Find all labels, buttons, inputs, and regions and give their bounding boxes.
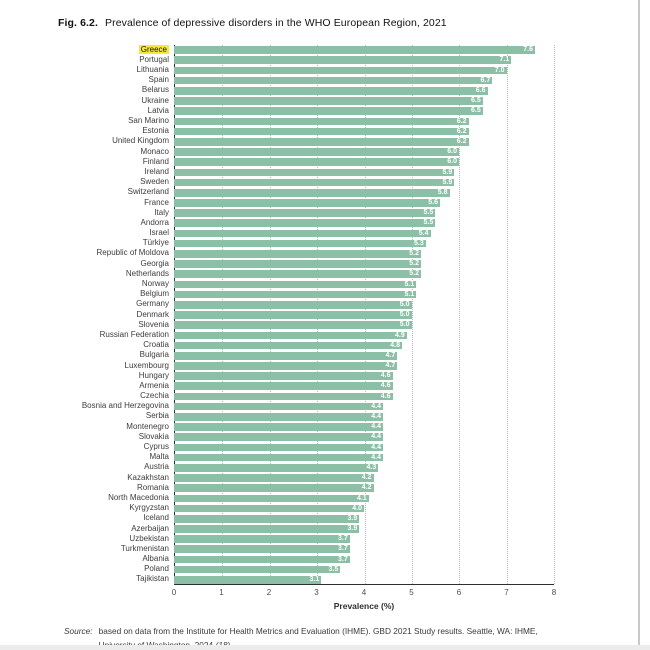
value-label: 6.2 bbox=[456, 117, 467, 125]
bar bbox=[174, 158, 459, 166]
category-label: Spain bbox=[148, 75, 169, 85]
bar bbox=[174, 189, 450, 197]
chart-row bbox=[62, 188, 554, 198]
category-label: Denmark bbox=[136, 309, 169, 319]
x-tick-label: 1 bbox=[219, 588, 224, 597]
bar-area bbox=[174, 310, 554, 320]
bar bbox=[174, 464, 378, 472]
category-label: Montenegro bbox=[126, 421, 169, 431]
bar bbox=[174, 556, 350, 564]
chart-row bbox=[62, 544, 554, 554]
value-label: 4.4 bbox=[371, 443, 381, 451]
chart-row bbox=[62, 157, 554, 167]
bar-area bbox=[174, 432, 554, 442]
chart-row bbox=[62, 290, 554, 300]
bar-area bbox=[174, 167, 554, 177]
chart-row bbox=[62, 167, 554, 177]
bar-area bbox=[174, 228, 554, 238]
bar bbox=[174, 46, 535, 54]
bar-area bbox=[174, 127, 554, 137]
chart-row bbox=[62, 361, 554, 371]
bar bbox=[174, 403, 383, 411]
value-label: 3.9 bbox=[347, 514, 358, 522]
bar-area bbox=[174, 565, 554, 575]
value-label: 4.0 bbox=[352, 504, 362, 512]
chart-row bbox=[62, 503, 554, 513]
chart-row bbox=[62, 208, 554, 218]
category-label: Albania bbox=[142, 554, 169, 564]
bar-area bbox=[174, 493, 554, 503]
gridline bbox=[554, 45, 555, 584]
value-label: 5.2 bbox=[409, 260, 419, 268]
category-label: Monaco bbox=[140, 146, 169, 156]
bar-area bbox=[174, 300, 554, 310]
category-label: Georgia bbox=[140, 258, 169, 268]
chart-row bbox=[62, 239, 554, 249]
bar-area bbox=[174, 575, 554, 585]
value-label: 5.8 bbox=[437, 188, 448, 196]
chart-row bbox=[62, 228, 554, 238]
bar bbox=[174, 342, 402, 350]
bar-area bbox=[174, 402, 554, 412]
bar-area bbox=[174, 45, 554, 55]
value-label: 5.4 bbox=[418, 229, 429, 237]
chart-row bbox=[62, 402, 554, 412]
bar-area bbox=[174, 65, 554, 75]
value-label: 6.5 bbox=[471, 97, 481, 105]
x-tick-label: 0 bbox=[171, 588, 177, 597]
category-label: Tajikistan bbox=[136, 574, 169, 584]
category-label: Serbia bbox=[145, 411, 169, 421]
bar-area bbox=[174, 279, 554, 289]
bar-area bbox=[174, 259, 554, 269]
value-label: 6.7 bbox=[480, 76, 491, 84]
value-label: 5.2 bbox=[409, 250, 419, 258]
x-tick-label: 6 bbox=[456, 588, 462, 597]
bar bbox=[174, 148, 459, 156]
chart-row bbox=[62, 249, 554, 259]
chart-row bbox=[62, 147, 554, 157]
x-tick-label: 2 bbox=[266, 588, 272, 597]
value-label: 5.0 bbox=[399, 300, 410, 308]
value-label: 4.6 bbox=[380, 392, 391, 400]
bar bbox=[174, 291, 416, 299]
chart-row bbox=[62, 259, 554, 269]
bar-area bbox=[174, 544, 554, 554]
value-label: 3.1 bbox=[309, 576, 320, 584]
bar-area bbox=[174, 55, 554, 65]
chart-row bbox=[62, 442, 554, 452]
bar bbox=[174, 454, 383, 462]
value-label: 3.7 bbox=[338, 535, 348, 543]
bar bbox=[174, 240, 426, 248]
bar-area bbox=[174, 96, 554, 106]
page-bottom-strip bbox=[0, 645, 650, 650]
value-label: 3.5 bbox=[328, 565, 339, 573]
bar-area bbox=[174, 534, 554, 544]
bar bbox=[174, 423, 383, 431]
category-label: Andorra bbox=[140, 217, 169, 227]
value-label: 4.4 bbox=[371, 433, 381, 441]
category-label: Türkiye bbox=[142, 238, 169, 248]
value-label: 4.4 bbox=[371, 453, 381, 461]
bar-area bbox=[174, 249, 554, 259]
value-label: 5.0 bbox=[399, 321, 410, 329]
value-label: 3.9 bbox=[347, 525, 358, 533]
bar-area bbox=[174, 320, 554, 330]
bar bbox=[174, 535, 350, 543]
chart-row bbox=[62, 371, 554, 381]
value-label: 3.7 bbox=[338, 545, 348, 553]
chart-row bbox=[62, 381, 554, 391]
value-label: 4.6 bbox=[380, 382, 391, 390]
value-label: 6.0 bbox=[447, 148, 457, 156]
chart-row bbox=[62, 198, 554, 208]
x-tick-label: 3 bbox=[314, 588, 319, 597]
bar-area bbox=[174, 106, 554, 116]
bar-area bbox=[174, 503, 554, 513]
bar bbox=[174, 230, 431, 238]
x-axis-label: Prevalence (%) bbox=[333, 601, 395, 611]
figure-number: Fig. 6.2. bbox=[58, 17, 98, 29]
chart-row bbox=[62, 565, 554, 575]
bar bbox=[174, 413, 383, 421]
bar bbox=[174, 311, 412, 319]
source-label: Source: bbox=[64, 626, 93, 636]
value-label: 7.0 bbox=[494, 66, 505, 74]
value-label: 7.1 bbox=[499, 56, 510, 64]
category-label: Armenia bbox=[139, 380, 169, 390]
chart-row bbox=[62, 473, 554, 483]
chart-row bbox=[62, 453, 554, 463]
category-label: Luxembourg bbox=[124, 360, 169, 370]
bar-area bbox=[174, 412, 554, 422]
value-label: 5.6 bbox=[428, 199, 438, 207]
bar bbox=[174, 362, 397, 370]
category-label: Belarus bbox=[141, 85, 169, 95]
category-label: Kazakhstan bbox=[127, 472, 169, 482]
category-label: Lithuania bbox=[136, 65, 169, 75]
figure-title-text: Prevalence of depressive disorders in the WHO European Region, 2021 bbox=[105, 17, 447, 29]
bar-area bbox=[174, 442, 554, 452]
chart-row bbox=[62, 463, 554, 473]
value-label: 4.2 bbox=[361, 474, 372, 482]
value-label: 4.4 bbox=[371, 423, 381, 431]
value-label: 7.6 bbox=[523, 46, 533, 54]
category-label: Bosnia and Herzegovina bbox=[81, 401, 169, 411]
chart-row bbox=[62, 340, 554, 350]
bar bbox=[174, 56, 511, 64]
chart-row bbox=[62, 269, 554, 279]
bar bbox=[174, 301, 412, 309]
chart-row bbox=[62, 76, 554, 86]
category-label: Kyrgyzstan bbox=[129, 503, 169, 513]
bar-area bbox=[174, 422, 554, 432]
value-label: 4.7 bbox=[385, 351, 396, 359]
bar-area bbox=[174, 361, 554, 371]
bar bbox=[174, 382, 393, 390]
category-label: Ukraine bbox=[141, 95, 169, 105]
category-label: Italy bbox=[154, 207, 169, 217]
category-label: Turkmenistan bbox=[120, 543, 169, 553]
bar bbox=[174, 433, 383, 441]
bar-area bbox=[174, 391, 554, 401]
bar bbox=[174, 138, 469, 146]
x-tick-label: 8 bbox=[551, 588, 557, 597]
category-label: Czechia bbox=[140, 391, 169, 401]
bar-area bbox=[174, 188, 554, 198]
category-label: United Kingdom bbox=[112, 136, 169, 146]
value-label: 4.4 bbox=[371, 413, 381, 421]
bar bbox=[174, 332, 407, 340]
x-tick-label: 4 bbox=[361, 588, 367, 597]
page-edge-line bbox=[638, 0, 640, 650]
bar bbox=[174, 67, 507, 75]
chart-row bbox=[62, 310, 554, 320]
bar-area bbox=[174, 483, 554, 493]
value-label: 6.6 bbox=[475, 87, 486, 95]
bar bbox=[174, 372, 393, 380]
category-label: Estonia bbox=[142, 126, 169, 136]
bar-area bbox=[174, 239, 554, 249]
bar-area bbox=[174, 463, 554, 473]
bar bbox=[174, 179, 454, 187]
category-label: Malta bbox=[149, 452, 169, 462]
bar-area bbox=[174, 116, 554, 126]
value-label: 4.1 bbox=[357, 494, 367, 502]
category-label: Cyprus bbox=[143, 442, 169, 451]
value-label: 5.5 bbox=[423, 209, 434, 217]
category-label: Slovenia bbox=[138, 319, 169, 329]
bar bbox=[174, 281, 416, 289]
category-label: Romania bbox=[136, 482, 169, 492]
bar bbox=[174, 352, 397, 360]
bar-area bbox=[174, 473, 554, 483]
category-label: Slovakia bbox=[138, 431, 169, 441]
category-label: North Macedonia bbox=[108, 492, 169, 502]
chart-row bbox=[62, 96, 554, 106]
value-label: 5.1 bbox=[404, 280, 415, 288]
value-label: 5.9 bbox=[442, 178, 453, 186]
value-label: 4.7 bbox=[385, 362, 396, 370]
category-label: Republic of Moldova bbox=[96, 248, 169, 258]
category-label: Bulgaria bbox=[139, 350, 169, 360]
bar bbox=[174, 484, 374, 492]
bar-area bbox=[174, 198, 554, 208]
bar bbox=[174, 505, 364, 513]
bar-area bbox=[174, 330, 554, 340]
category-label: Russian Federation bbox=[99, 329, 169, 339]
category-label: Portugal bbox=[139, 54, 169, 64]
bar-area bbox=[174, 351, 554, 361]
category-label: Greece bbox=[140, 44, 167, 54]
bar bbox=[174, 97, 483, 105]
bar-area bbox=[174, 290, 554, 300]
bar-area bbox=[174, 177, 554, 187]
chart-row bbox=[62, 483, 554, 493]
category-label: Ireland bbox=[144, 166, 169, 176]
bar-area bbox=[174, 554, 554, 564]
chart-row bbox=[62, 524, 554, 534]
chart-row bbox=[62, 86, 554, 96]
x-tick-label: 5 bbox=[409, 588, 414, 597]
chart-row bbox=[62, 65, 554, 75]
chart-row bbox=[62, 127, 554, 137]
value-label: 6.5 bbox=[471, 107, 481, 115]
bar-area bbox=[174, 137, 554, 147]
bar bbox=[174, 576, 321, 584]
chart-row bbox=[62, 534, 554, 544]
bar bbox=[174, 393, 393, 401]
category-label: Netherlands bbox=[125, 268, 169, 278]
value-label: 4.9 bbox=[395, 331, 405, 339]
chart-row bbox=[62, 391, 554, 401]
category-label: Latvia bbox=[147, 105, 169, 115]
value-label: 5.0 bbox=[399, 311, 410, 319]
bar bbox=[174, 128, 469, 136]
category-label: Norway bbox=[141, 279, 169, 288]
chart-row bbox=[62, 177, 554, 187]
bar-area bbox=[174, 524, 554, 534]
chart-row bbox=[62, 320, 554, 330]
bar bbox=[174, 474, 374, 482]
bar-area bbox=[174, 269, 554, 279]
bar bbox=[174, 219, 435, 227]
value-label: 4.4 bbox=[371, 402, 381, 410]
chart-row bbox=[62, 554, 554, 564]
bar bbox=[174, 209, 435, 217]
x-tick-label: 7 bbox=[504, 588, 509, 597]
bar bbox=[174, 250, 421, 258]
chart-row bbox=[62, 106, 554, 116]
value-label: 5.2 bbox=[409, 270, 419, 278]
bar bbox=[174, 260, 421, 268]
bar-area bbox=[174, 340, 554, 350]
chart-row bbox=[62, 514, 554, 524]
chart-row bbox=[62, 493, 554, 503]
bar-rows bbox=[62, 45, 554, 585]
category-label: Sweden bbox=[140, 177, 169, 187]
category-label: France bbox=[144, 197, 169, 207]
chart-row bbox=[62, 116, 554, 126]
bar bbox=[174, 321, 412, 329]
category-label: Germany bbox=[136, 299, 169, 309]
category-label: Israel bbox=[149, 228, 169, 238]
bar bbox=[174, 107, 483, 115]
chart-row bbox=[62, 279, 554, 289]
bar-area bbox=[174, 381, 554, 391]
bar-area bbox=[174, 514, 554, 524]
category-label: Croatia bbox=[143, 340, 169, 350]
category-label: Finland bbox=[142, 156, 169, 166]
bar-area bbox=[174, 157, 554, 167]
chart-row bbox=[62, 218, 554, 228]
bar bbox=[174, 566, 340, 574]
value-label: 4.6 bbox=[380, 372, 391, 380]
chart-row bbox=[62, 45, 554, 55]
chart-row bbox=[62, 55, 554, 65]
category-label: Uzbekistan bbox=[129, 533, 169, 543]
category-label: Azerbaijan bbox=[131, 523, 169, 533]
bar-area bbox=[174, 371, 554, 381]
chart-row bbox=[62, 412, 554, 422]
value-label: 4.8 bbox=[390, 341, 400, 349]
bar bbox=[174, 270, 421, 278]
bar bbox=[174, 545, 350, 553]
chart-row bbox=[62, 330, 554, 340]
bar bbox=[174, 118, 469, 126]
chart-row bbox=[62, 300, 554, 310]
chart-row bbox=[62, 351, 554, 361]
chart-row bbox=[62, 432, 554, 442]
bar-area bbox=[174, 147, 554, 157]
bar bbox=[174, 515, 359, 523]
category-label: Belgium bbox=[140, 289, 169, 299]
value-label: 6.2 bbox=[456, 127, 467, 135]
category-label: Austria bbox=[144, 462, 169, 472]
bar bbox=[174, 525, 359, 533]
category-label: Hungary bbox=[138, 370, 169, 380]
chart-row bbox=[62, 137, 554, 147]
category-label: Poland bbox=[144, 564, 169, 574]
value-label: 5.3 bbox=[414, 239, 424, 247]
category-label: San Marino bbox=[128, 116, 169, 125]
value-label: 6.0 bbox=[447, 158, 457, 166]
value-label: 5.9 bbox=[442, 168, 453, 176]
chart-row bbox=[62, 575, 554, 585]
figure-title bbox=[58, 17, 447, 29]
bar bbox=[174, 495, 369, 503]
bar-area bbox=[174, 218, 554, 228]
bar bbox=[174, 87, 488, 95]
bar-area bbox=[174, 86, 554, 96]
bar-area bbox=[174, 453, 554, 463]
category-label: Iceland bbox=[143, 513, 169, 523]
category-label: Switzerland bbox=[127, 187, 169, 197]
value-label: 6.2 bbox=[456, 137, 467, 145]
x-axis-ticks bbox=[171, 588, 557, 599]
bar bbox=[174, 169, 454, 177]
value-label: 5.5 bbox=[423, 219, 434, 227]
bar-chart bbox=[62, 44, 557, 611]
value-label: 5.1 bbox=[404, 290, 415, 298]
bar bbox=[174, 77, 492, 85]
bar-area bbox=[174, 208, 554, 218]
bar-area bbox=[174, 76, 554, 86]
chart-row bbox=[62, 422, 554, 432]
source-line1: based on data from the Institute for Health Metrics and Evaluation (IHME). GBD 2021 Study results. Seattle, WA: IHME, bbox=[98, 626, 538, 636]
value-label: 3.7 bbox=[338, 555, 348, 563]
value-label: 4.3 bbox=[366, 463, 377, 471]
value-label: 4.2 bbox=[361, 484, 372, 492]
bar bbox=[174, 444, 383, 452]
bar bbox=[174, 199, 440, 207]
